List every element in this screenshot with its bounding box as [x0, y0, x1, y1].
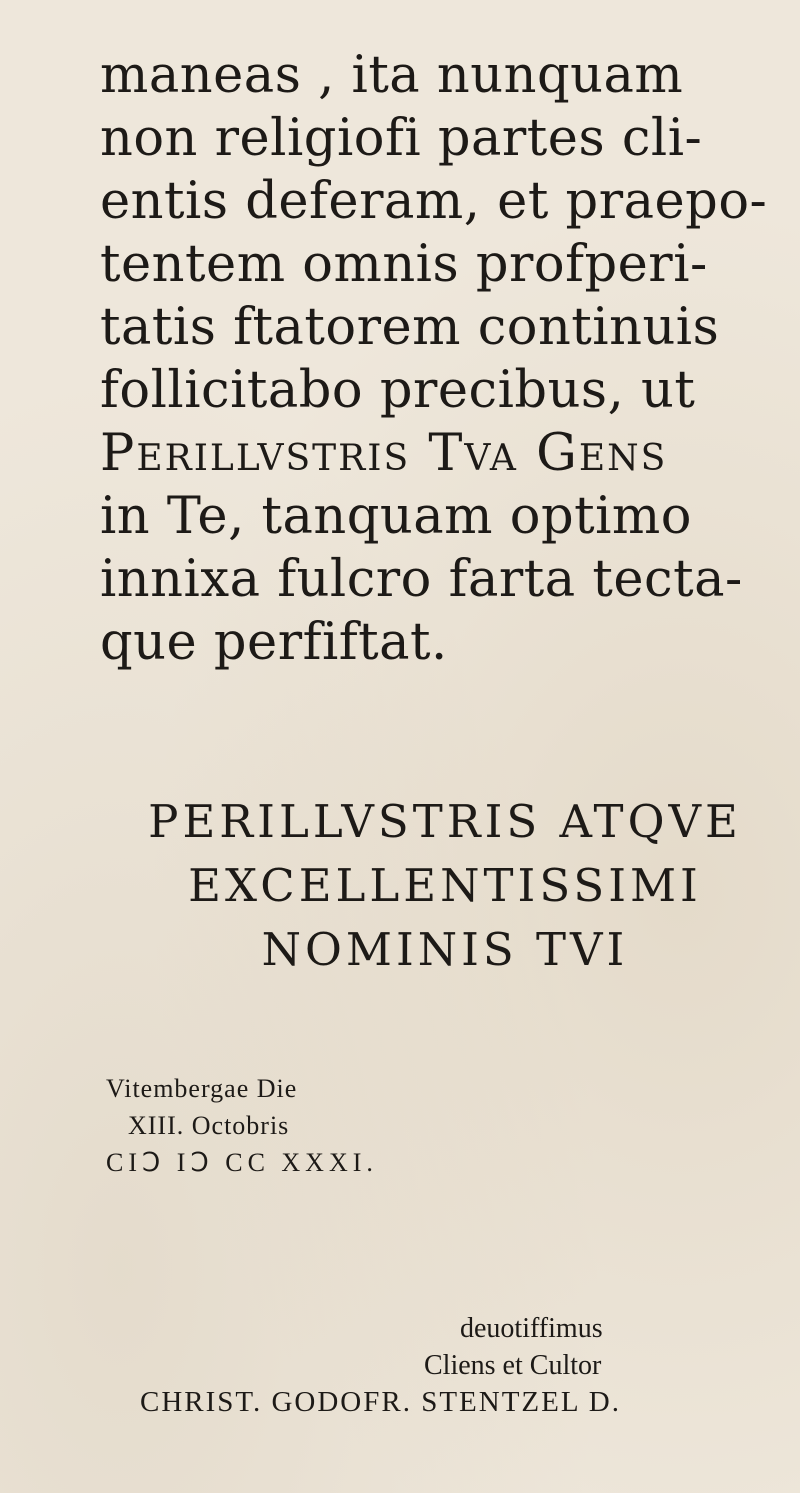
- signature-block: [140, 1310, 780, 1421]
- signature-epithet: deuotiffimus: [460, 1313, 603, 1344]
- signature-name: CHRIST. GODOFR. STENTZEL D.: [140, 1386, 621, 1418]
- heading-line: PERILLVSTRIS ATQVE: [148, 795, 742, 848]
- text-line: entis deferam, et praepo-: [100, 172, 768, 231]
- body-paragraph: [100, 44, 790, 674]
- dedication-heading: [100, 790, 790, 982]
- text-line: innixa fulcro farta tecta-: [100, 550, 743, 609]
- text-line: non religiofi partes cli-: [100, 109, 703, 168]
- text-line-small-caps: Perillvstris Tva Gens: [100, 424, 668, 483]
- text-line: que perfiftat.: [100, 613, 448, 672]
- heading-line: EXCELLENTISSIMI: [188, 859, 702, 912]
- text-line: tatis ftatorem continuis: [100, 298, 720, 357]
- date-place: Vitembergae Die: [106, 1074, 298, 1103]
- signature-title: Cliens et Cultor: [424, 1350, 602, 1381]
- date-year: CIↃ IↃ CC XXXI.: [106, 1148, 378, 1177]
- heading-line: NOMINIS TVI: [261, 923, 629, 976]
- text-line: maneas , ita nunquam: [100, 46, 684, 105]
- dateline: [106, 1070, 526, 1181]
- date-day: XIII. Octobris: [128, 1111, 290, 1140]
- text-line: follicitabo precibus, ut: [100, 361, 696, 420]
- text-line: in Te, tanquam optimo: [100, 487, 692, 546]
- text-line: tentem omnis profperi-: [100, 235, 708, 294]
